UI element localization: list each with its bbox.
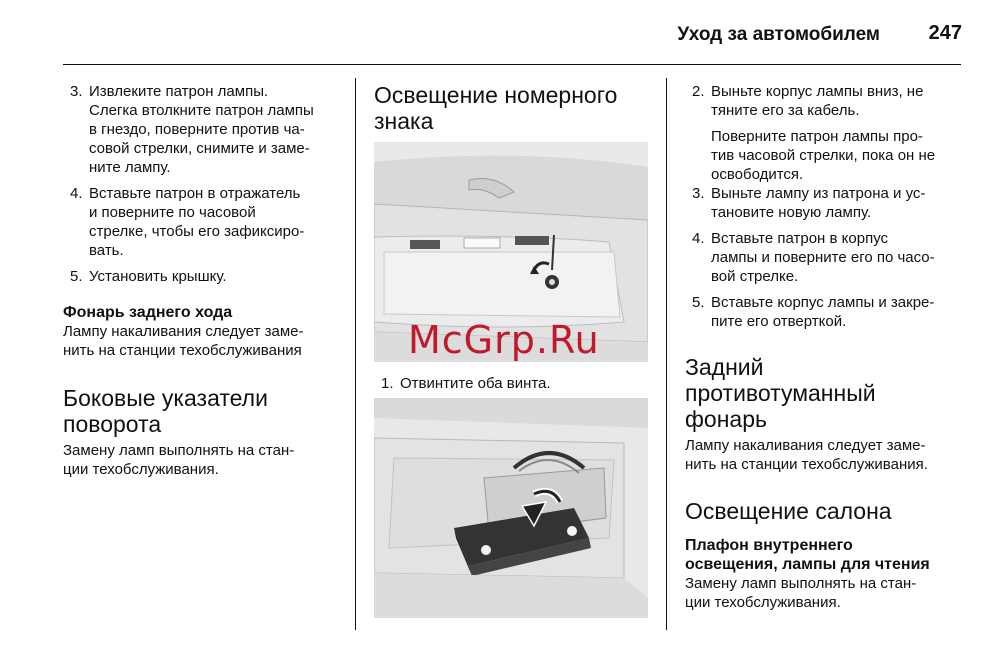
step-number: 5. [692,294,705,311]
step-line: стрелке, чтобы его зафиксиро- [89,223,305,240]
middle-steps-list [374,374,654,393]
header-rule [63,64,961,65]
step-line: Установить крышку. [89,268,227,285]
reverse-light-text: Лампу накаливания следует заме- нить на станции техобслуживания [63,323,304,359]
step-line: ните лампу. [89,159,171,176]
step-3-right [685,184,965,222]
page-section-title: Уход за автомобилем [677,24,880,45]
page-number: 247 [928,22,962,44]
step-line: Вставьте патрон в отражатель [89,185,301,202]
step-2-right [685,82,965,120]
step-line: Слегка втолкните патрон лампы [89,102,314,119]
step-2-note: Поверните патрон лампы про- тив часовой стрелки, пока он не освободится. [711,128,936,183]
step-line: совой стрелки, снимите и заме- [89,140,310,157]
turn-signals-text: Замену ламп выполнять на стан- ции техобслуживания. [63,442,295,478]
step-line: и поверните по часовой [89,204,256,221]
license-plate-light-heading: Освещение номерного знака [374,82,618,134]
right-steps-list-continued [685,184,965,331]
step-line: в гнездо, поверните против ча- [89,121,305,138]
lamp-housing-drawing [374,398,648,618]
middle-step-block [374,374,654,400]
step-number: 3. [70,83,83,100]
step-5-right [685,293,965,331]
step-5-left [63,267,348,286]
step-4-right [685,229,965,286]
dome-light-heading: Плафон внутреннего освещения, лампы для чтения [685,537,930,573]
step-line: лампы и поверните его по часо- [711,249,935,266]
step-number: 3. [692,185,705,202]
turn-signals-heading: Боковые указатели поворота [63,385,268,437]
dome-light-text: Замену ламп выполнять на стан- ции техобслуживания. [685,575,917,611]
left-column [63,82,348,479]
step-number: 1. [381,375,394,392]
watermark: McGrp.Ru [408,318,600,362]
step-line: вать. [89,242,124,259]
step-line: Выньте лампу из патрона и ус- [711,185,926,202]
step-line: Вставьте корпус лампы и закре- [711,294,935,311]
step-number: 5. [70,268,83,285]
step-line: Извлеките патрон лампы. [89,83,269,100]
lamp-housing-illustration [374,398,648,618]
interior-lighting-heading: Освещение салона [685,498,892,524]
column-divider-right [666,78,667,630]
step-line: Отвинтите оба винта. [400,375,551,392]
step-line: тановите новую лампу. [711,204,872,221]
column-divider-left [355,78,356,630]
step-1-middle [374,374,654,393]
rear-fog-light-heading: Задний противотуманный фонарь [685,354,876,432]
step-line: Вставьте патрон в корпус [711,230,889,247]
step-line: Выньте корпус лампы вниз, не [711,83,924,100]
left-steps-list [63,82,348,286]
step-number: 4. [70,185,83,202]
right-steps-list [685,82,965,120]
step-line: вой стрелке. [711,268,799,285]
step-number: 4. [692,230,705,247]
step-3-left [63,82,348,177]
rear-fog-light-text: Лампу накаливания следует заме- нить на станции техобслуживания. [685,437,928,473]
step-4-left [63,184,348,260]
reverse-light-heading: Фонарь заднего хода [63,304,233,321]
step-line: пите его отверткой. [711,313,847,330]
middle-column [374,82,654,134]
step-number: 2. [692,83,705,100]
step-line: тяните его за кабель. [711,102,860,119]
right-column [685,82,965,612]
